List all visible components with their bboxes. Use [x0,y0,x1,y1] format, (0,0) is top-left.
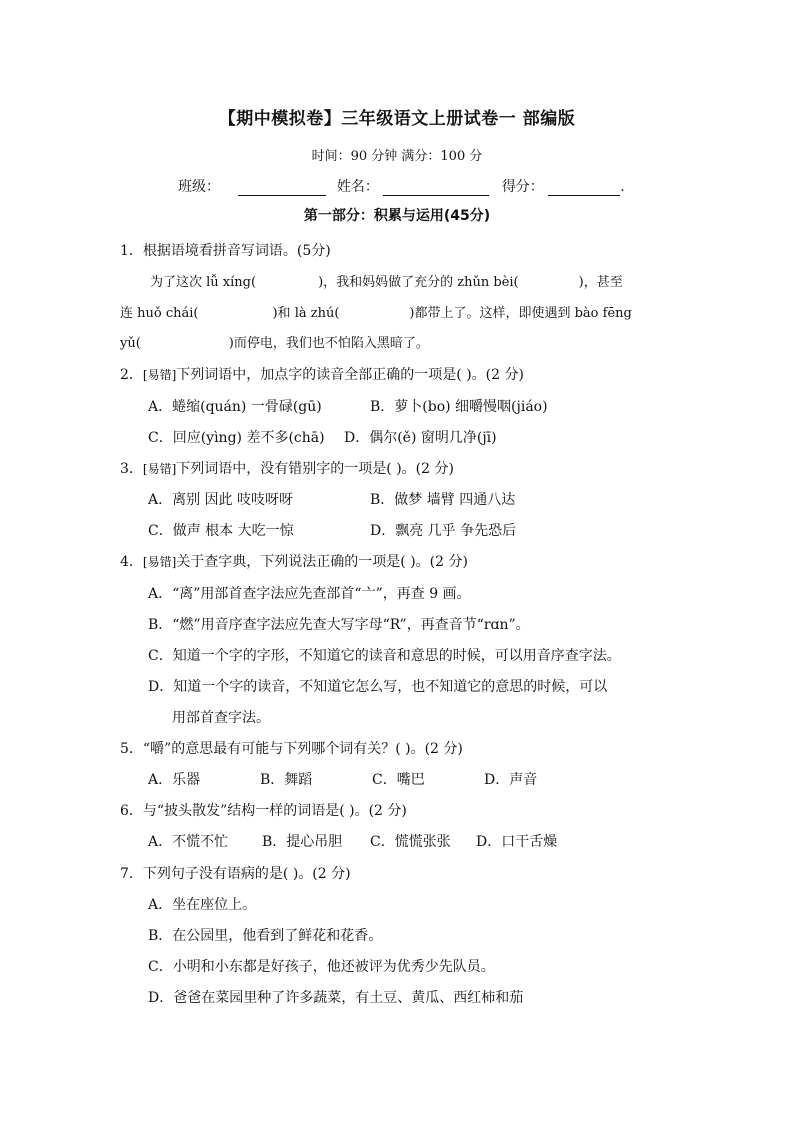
exam-meta: 时间：90 分钟 满分：100 分 [311,149,483,164]
q1-text: 为了这次 lǚ xíng( [150,275,257,290]
easy-mistake-tag: [易错] [142,368,177,382]
question-2-options-row-2 [148,427,497,447]
option-c[interactable]: C．慌慌张张 [370,834,451,850]
option-a[interactable]: A．不慌不忙 [148,834,229,850]
question-2-options-row-1 [148,396,548,416]
option-c[interactable]: C．做声 根本 大吃一惊 [148,523,294,539]
question-6-options [148,831,557,851]
question-1-stem: 1．根据语境看拼音写词语。(5分) [120,243,331,259]
option-d[interactable]: D．知道一个字的读音，不知道它怎么写，也不知道它的意思的时候，可以 [148,679,608,695]
q4-text: 关于查字典，下列说法正确的一项是( )。(2 分) [176,554,468,570]
option-d[interactable]: D．口干舌燥 [476,834,558,850]
name-label: 姓名： [336,179,379,195]
q1-text: )而停电，我们也不怕陷入黑暗了。 [228,336,429,351]
option-c[interactable]: C．回应(yìng) 差不多(chā) [148,430,325,446]
score-label: 得分： [501,179,544,195]
option-d[interactable]: D．飘亮 几乎 争先恐后 [370,523,517,539]
q2-text: 下列词语中，加点字的读音全部正确的一项是( )。(2 分) [176,367,524,383]
class-label: 班级： [178,179,220,195]
option-a[interactable]: A．乐器 [148,772,201,788]
question-1-line-2 [120,302,632,321]
option-d[interactable]: D．声音 [484,772,538,788]
q1-text: )，我和妈妈做了充分的 zhǔn bèi( [318,275,519,290]
question-1-line-1 [150,271,623,290]
option-b[interactable]: B．萝卜(bo) 细嚼慢咽(jiáo) [370,399,548,415]
question-1-line-3 [120,332,429,351]
q1-text: )，甚至 [578,275,623,290]
question-4-stem [120,551,468,571]
option-d[interactable]: D．偶尔(ě) 窗明几净(jī) [344,430,497,446]
q4-number: 4． [120,554,143,570]
q3-number: 3． [120,461,143,477]
option-b[interactable]: B．提心吊胆 [262,834,343,850]
option-d[interactable]: D．爸爸在菜园里种了许多蔬菜，有土豆、黄瓜、西红柿和茄 [148,990,524,1006]
option-c[interactable]: C．知道一个字的字形，不知道它的读音和意思的时候，可以用音序查字法。 [148,648,621,664]
question-6-stem: 6．与“披头散发”结构一样的词语是( )。(2 分) [120,803,407,819]
question-5-stem: 5．“嚼”的意思最有可能与下列哪个词有关？( )。(2 分) [120,741,463,757]
student-info-row [178,176,625,196]
option-b[interactable]: B．“燃”用音序查字法应先查大写字母“R”，再查音节“rɑn”。 [148,617,530,633]
question-3-stem [120,458,454,478]
option-a[interactable]: A．“离”用部首查字法应先查部首“亠”，再查 9 画。 [148,586,471,602]
question-5-options [148,769,537,789]
section-heading: 第一部分：积累与运用(45分) [303,208,491,224]
option-a[interactable]: A．蜷缩(quán) 一骨碌(gū) [148,399,322,415]
option-b[interactable]: B．做梦 墙臂 四通八达 [370,492,516,508]
option-c[interactable]: C．嘴巴 [372,772,425,788]
option-a[interactable]: A．离别 因此 吱吱呀呀 [148,492,294,508]
question-3-options-row-1 [148,489,515,509]
option-b[interactable]: B．在公园里，他看到了鲜花和花香。 [148,928,383,944]
easy-mistake-tag: [易错] [142,462,177,476]
easy-mistake-tag: [易错] [142,555,177,569]
class-field[interactable] [238,181,326,196]
score-end-dot: . [620,179,625,195]
question-3-options-row-2 [148,520,516,540]
q1-text: )和 là zhú( [272,306,340,321]
score-field[interactable] [548,181,620,196]
option-a[interactable]: A．坐在座位上。 [148,897,257,913]
question-2-stem [120,364,524,384]
option-b[interactable]: B．舞蹈 [260,772,313,788]
option-c[interactable]: C．小明和小东都是好孩子，他还被评为优秀少先队员。 [148,959,495,975]
q2-number: 2． [120,367,143,383]
question-7-stem: 7．下列句子没有语病的是( )。(2 分) [120,866,351,882]
name-field[interactable] [383,181,489,196]
option-d-continued: 用部首查字法。 [172,710,270,726]
q1-text: yǔ( [120,336,141,351]
q3-text: 下列词语中，没有错别字的一项是( )。(2 分) [176,461,454,477]
q1-text: )都带上了。这样，即使遇到 bào fēng [409,306,632,321]
q1-text: 连 huǒ chái( [120,306,199,321]
page-title: 【期中模拟卷】三年级语文上册试卷一 部编版 [218,109,576,129]
